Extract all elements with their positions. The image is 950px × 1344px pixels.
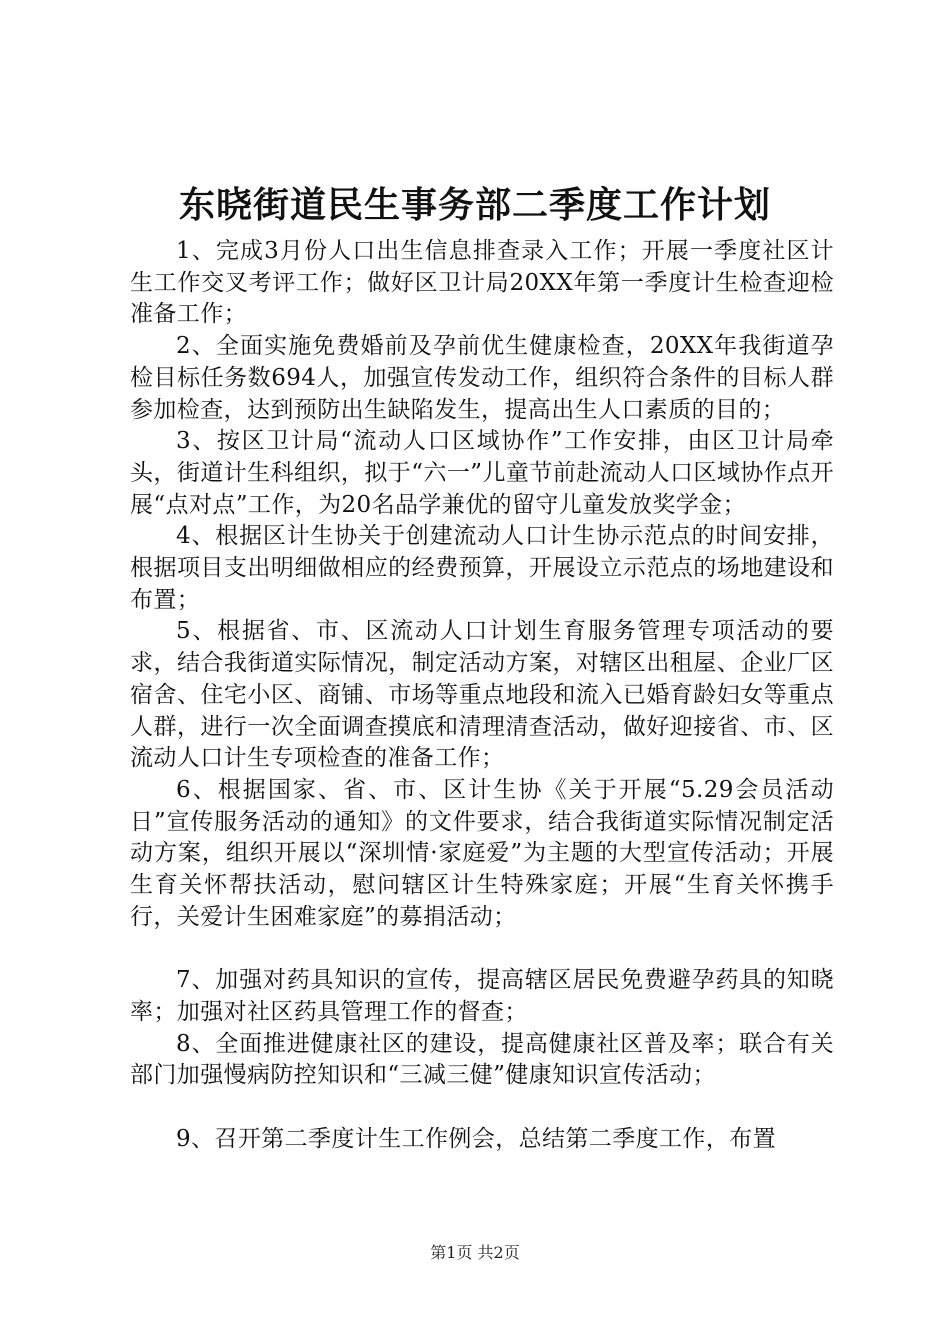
paragraph-item-9: 9、召开第二季度计生工作例会，总结第二季度工作，布置 xyxy=(176,1125,777,1152)
page-number-footer: 第1页 共2页 xyxy=(430,1243,520,1262)
paragraph-item-7: 7、加强对药具知识的宣传，提高辖区居民免费避孕药具的知晓率；加强对社区药具管理工作的督查； xyxy=(130,967,834,1025)
paragraph-item-8: 8、全面推进健康社区的建设，提高健康社区普及率；联合有关部门加强慢病防控知识和“三减三健”健康知识宣传活动； xyxy=(130,1030,834,1089)
paragraph-item-5: 5、根据省、市、区流动人口计划生育服务管理专项活动的要求，结合我街道实际情况，制定活动方案，对辖区出租屋、企业厂区宿舍、住宅小区、商铺、市场等重点地段和流入已婚育龄妇女等重点人群，进行一次全面调查摸底和清理清查活动，做好迎接省、市、区流动人口计生专项检查的准备工作； xyxy=(130,618,834,772)
paragraph-item-6: 6、根据国家、省、市、区计生协《关于开展“5.29会员活动日”宣传服务活动的通知》的文件要求，结合我街道实际情况制定活动方案，组织开展以“深圳情·家庭爱”为主题的大型宣传活动；开展生育关怀帮扶活动，慰问辖区计生特殊家庭；开展“生育关怀携手行，关爱计生困难家庭”的募捐活动； xyxy=(130,776,834,930)
paragraph-item-1: 1、完成3月份人口出生信息排查录入工作；开展一季度社区计生工作交叉考评工作；做好区卫计局20XX年第一季度计生检查迎检准备工作； xyxy=(130,238,834,328)
document-body xyxy=(130,236,834,1155)
blank-line xyxy=(130,933,834,965)
paragraph-item-3: 3、按区卫计局“流动人口区域协作”工作安排，由区卫计局牵头，街道计生科组织，拟于“六一”儿童节前赴流动人口区域协作点开展“点对点”工作，为20名品学兼优的留守儿童发放奖学金； xyxy=(130,428,834,518)
document-title: 东晓街道民生事务部二季度工作计划 xyxy=(178,184,771,226)
blank-line xyxy=(130,1092,834,1124)
paragraph-item-2: 2、全面实施免费婚前及孕前优生健康检查，20XX年我街道孕检目标任务数694人，加强宣传发动工作，组织符合条件的目标人群参加检查，达到预防出生缺陷发生，提高出生人口素质的目的； xyxy=(130,333,834,423)
paragraph-item-4: 4、根据区计生协关于创建流动人口计生协示范点的时间安排，根据项目支出明细做相应的经费预算，开展设立示范点的场地建设和布置； xyxy=(130,523,834,613)
